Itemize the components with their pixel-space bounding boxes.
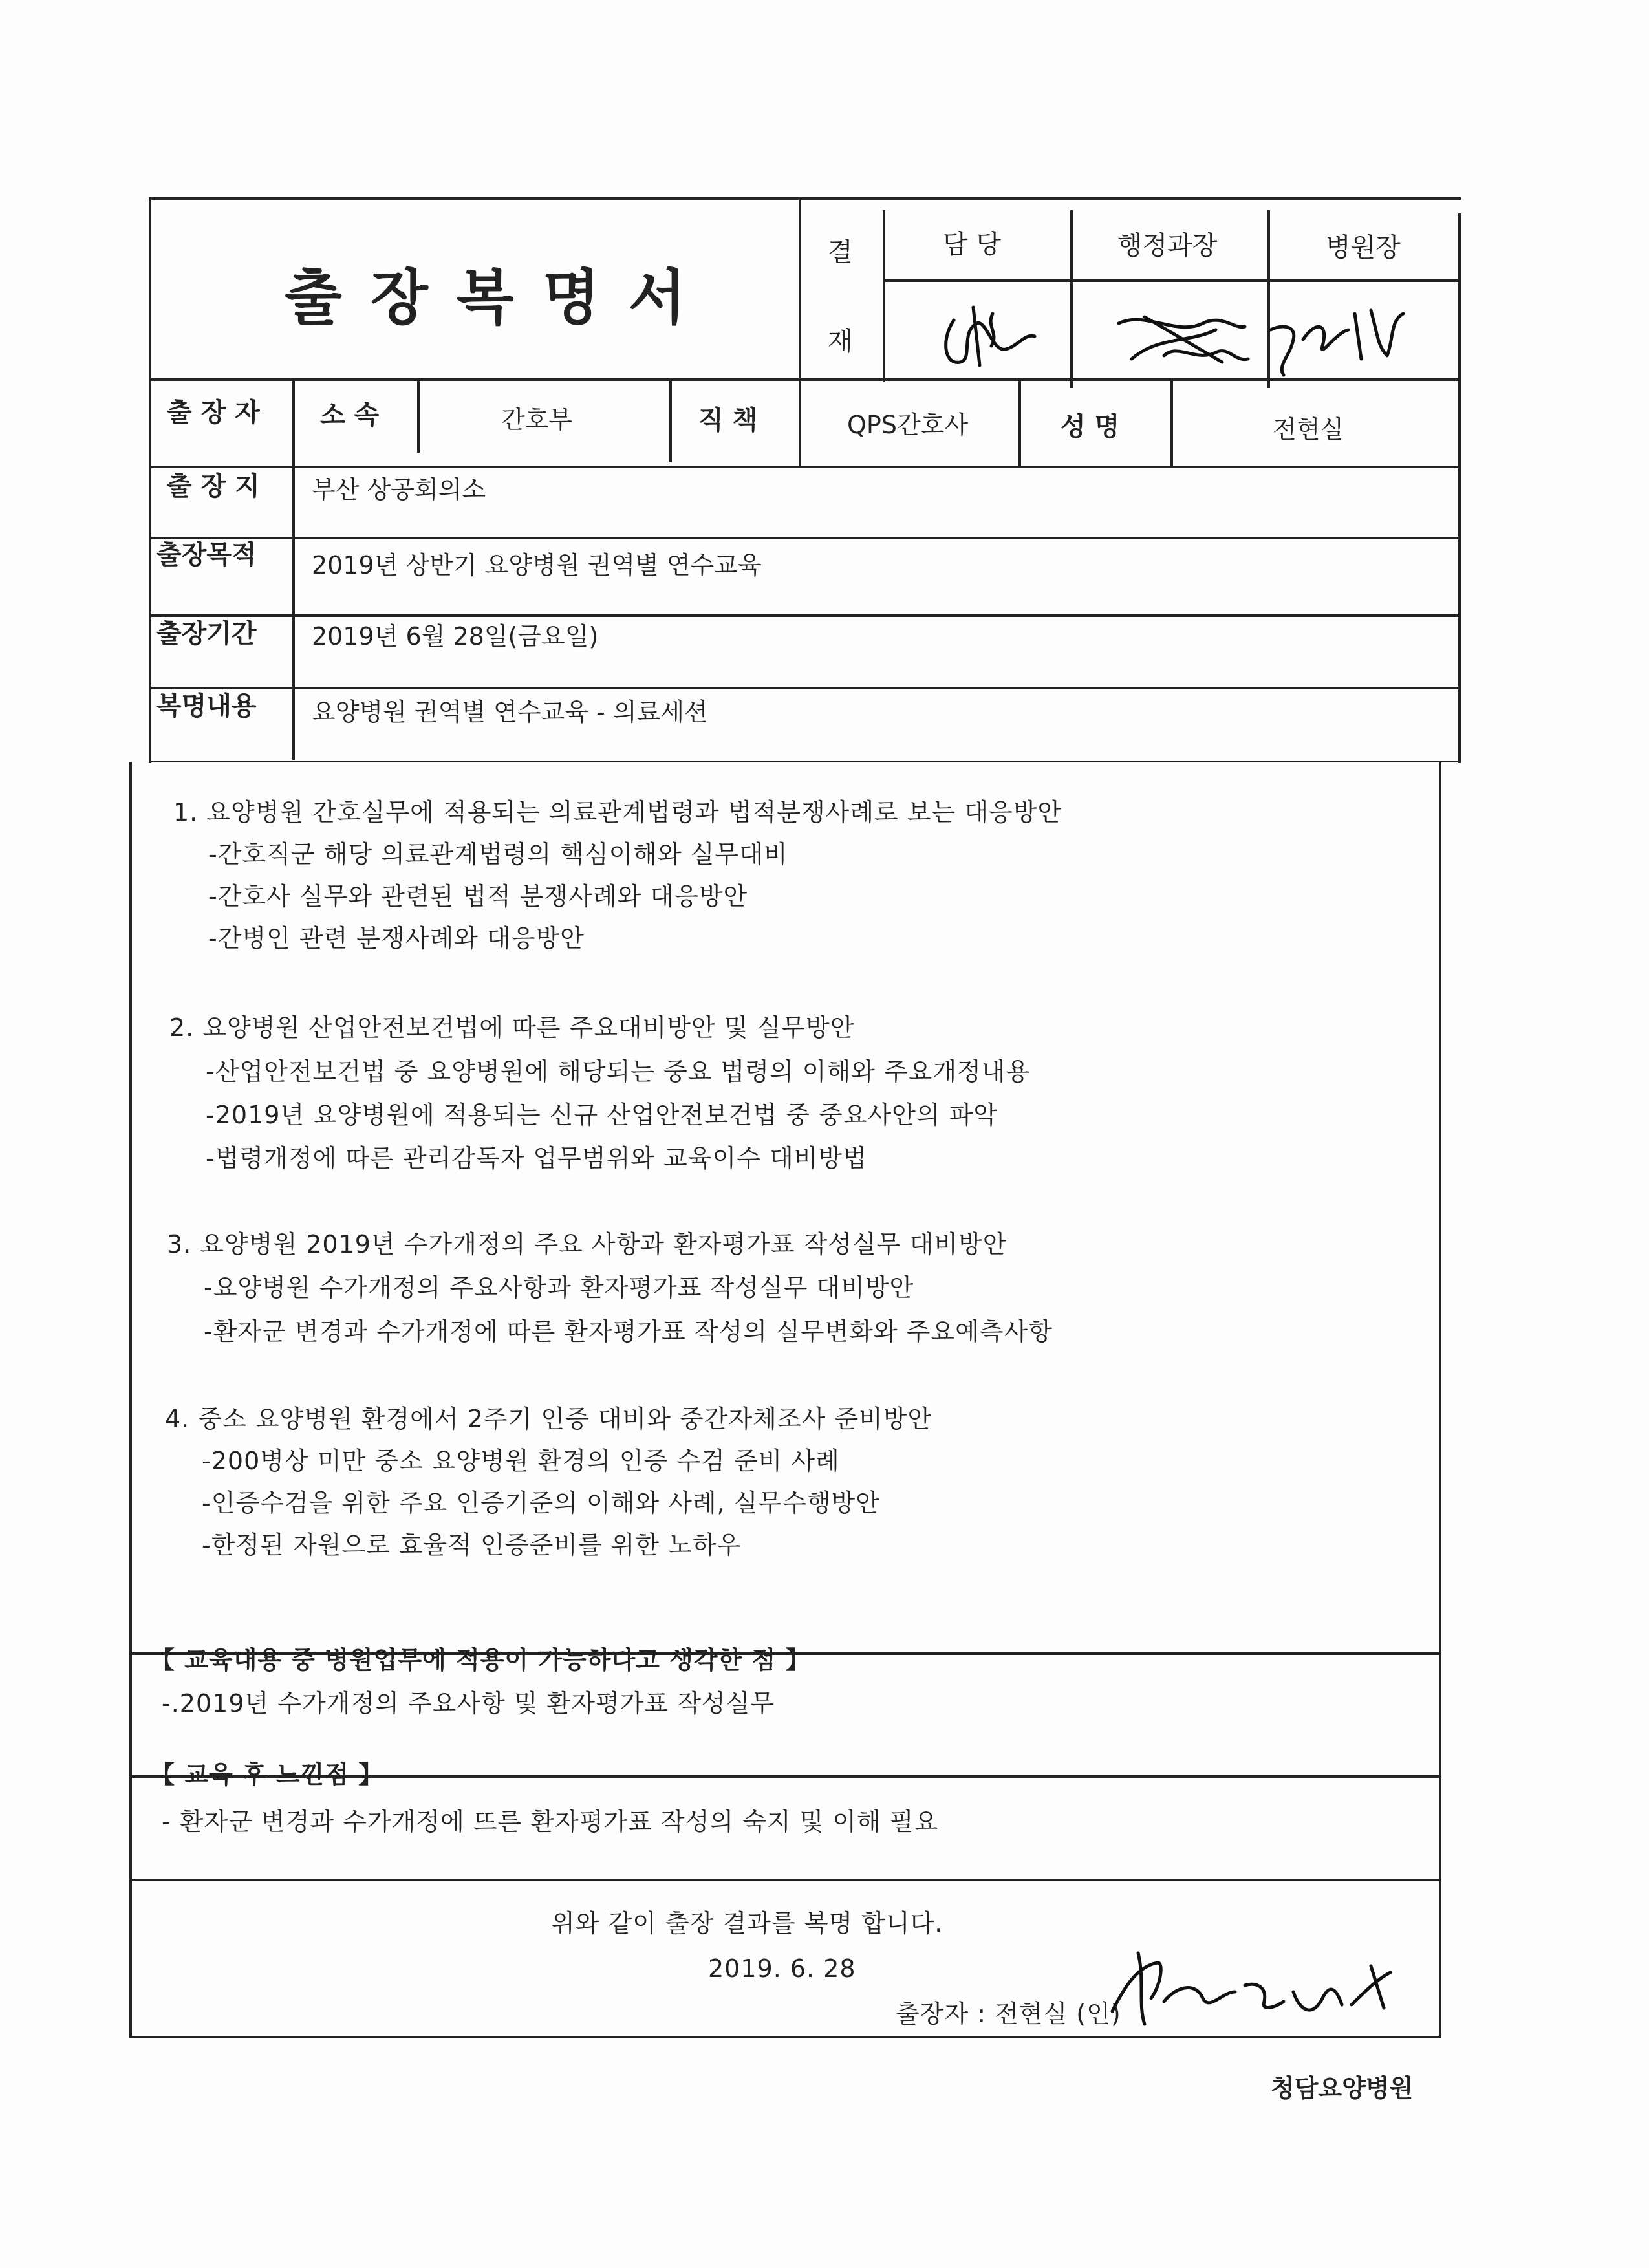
traveler-col-affil: [417, 378, 420, 453]
section-2-heading: 2. 요양병원 산업안전보건법에 따른 주요대비방안 및 실무방안: [169, 1013, 855, 1042]
frame-top: [149, 197, 1461, 200]
closing-statement: 위와 같이 출장 결과를 복명 합니다.: [551, 1909, 943, 1938]
approval-label-bottom: 재: [828, 327, 853, 356]
name-value: 전현실: [1273, 415, 1344, 444]
section-3-item: -요양병원 수가개정의 주요사항과 환자평가표 작성실무 대비방안: [204, 1273, 914, 1302]
position-label: 직 책: [698, 405, 758, 435]
section-4-item: -한정된 자원으로 효율적 인증준비를 위한 노하우: [202, 1531, 742, 1559]
section-4-item: -인증수검을 위한 주요 인증기준의 이해와 사례, 실무수행방안: [202, 1489, 880, 1517]
approval-role-director: 병원장: [1326, 233, 1401, 263]
section-1-heading: 1. 요양병원 간호실무에 적용되는 의료관계법령과 법적분쟁사례로 보는 대응방안: [173, 798, 1062, 826]
traveler-col-value1: [669, 378, 672, 462]
affiliation-value: 간호부: [501, 405, 573, 434]
approval-col1: [883, 210, 885, 382]
applicable-heading: 【 교육내용 중 병원업무에 적용이 가능하다고 생각한 점 】: [150, 1646, 811, 1674]
purpose-value: 2019년 상반기 요양병원 권역별 연수교육: [312, 551, 762, 579]
report-value: 요양병원 권역별 연수교육 - 의료세션: [312, 698, 708, 726]
section-1-item: -간호사 실무와 관련된 법적 분쟁사례와 대응방안: [208, 882, 748, 911]
approval-signature-director: [1258, 294, 1413, 391]
traveler-col-position: [799, 378, 801, 466]
section-2-item: -산업안전보건법 중 요양병원에 해당되는 중요 법령의 이해와 주요개정내용: [206, 1057, 1031, 1086]
impressions-heading: 【 교육 후 느낀점 】: [150, 1760, 384, 1789]
approval-col2: [1070, 210, 1073, 388]
hospital-name: 청담요양병원: [1271, 2074, 1414, 2102]
destination-label: 출 장 지: [167, 471, 260, 501]
period-label: 출장기간: [156, 619, 257, 649]
section-1-item: -간병인 관련 분쟁사례와 대응방안: [208, 924, 585, 953]
section-2-item: -법령개정에 따른 관리감독자 업무범위와 교육이수 대비방법: [206, 1144, 867, 1172]
report-label: 복명내용: [156, 691, 257, 721]
destination-value: 부산 상공회의소: [312, 475, 486, 504]
approval-label-top: 결: [828, 237, 853, 267]
frame-right-upper: [1458, 213, 1461, 763]
purpose-label: 출장목적: [156, 540, 257, 570]
approval-role-admin-manager: 행정과장: [1117, 231, 1218, 261]
approval-role-staff: 담 당: [943, 230, 1001, 259]
approval-signature-staff: [915, 294, 1044, 378]
label-column-divider: [292, 378, 295, 760]
impressions-text: - 환자군 변경과 수가개정에 뜨른 환자평가표 작성의 숙지 및 이해 필요: [162, 1808, 939, 1836]
section-3-item: -환자군 변경과 수가개정에 따른 환자평가표 작성의 실무변화와 주요예측사항: [204, 1317, 1053, 1346]
section-4-heading: 4. 중소 요양병원 환경에서 2주기 인증 대비와 중간자체조사 준비방안: [165, 1405, 932, 1433]
closing-top-line: [129, 1879, 1441, 1881]
section-2-item: -2019년 요양병원에 적용되는 신규 산업안전보건법 중 중요사안의 파악: [206, 1101, 998, 1129]
signer-line: 출장자 : 전현실 (인): [896, 2000, 1121, 2028]
traveler-row-bottom: [149, 466, 1461, 468]
approval-divider: [799, 197, 801, 382]
traveler-label: 출 장 자: [167, 398, 260, 427]
affiliation-label: 소 속: [320, 400, 380, 430]
frame-right-lower: [1439, 762, 1441, 2037]
position-value: QPS간호사: [847, 411, 969, 439]
name-label: 성 명: [1061, 412, 1120, 442]
page-title: 출 장 복 명 서: [285, 263, 690, 332]
applicable-text: -.2019년 수가개정의 주요사항 및 환자평가표 작성실무: [162, 1689, 775, 1718]
approval-signature-admin-manager: [1106, 297, 1255, 375]
frame-left-upper: [149, 197, 151, 763]
section-1-item: -간호직군 해당 의료관계법령의 핵심이해와 실무대비: [208, 840, 788, 869]
approval-role-line: [883, 279, 1460, 282]
traveler-col-value2: [1018, 378, 1021, 466]
traveler-col-name: [1170, 378, 1173, 466]
frame-join: [150, 761, 1460, 762]
period-value: 2019년 6월 28일(금요일): [312, 622, 599, 651]
period-row-bottom: [149, 687, 1461, 689]
destination-row-bottom: [149, 537, 1461, 539]
frame-left-lower: [129, 762, 132, 2037]
closing-date: 2019. 6. 28: [708, 1954, 856, 1983]
traveler-signature: [1099, 1947, 1397, 2037]
section-4-item: -200병상 미만 중소 요양병원 환경의 인증 수검 준비 사례: [202, 1447, 840, 1475]
section-3-heading: 3. 요양병원 2019년 수가개정의 주요 사항과 환자평가표 작성실무 대비방안: [167, 1230, 1008, 1258]
purpose-row-bottom: [149, 614, 1461, 617]
